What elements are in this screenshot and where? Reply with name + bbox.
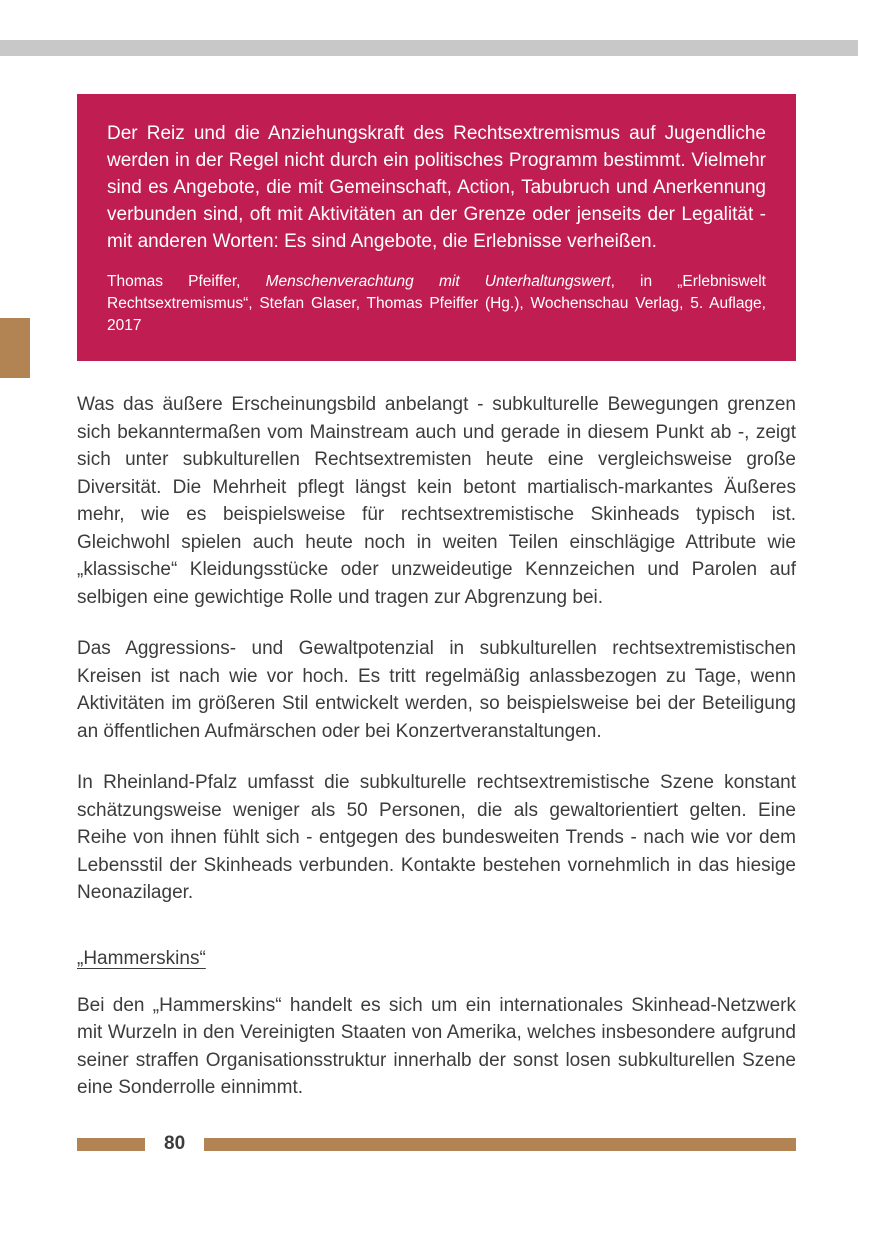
paragraph-hammerskins: Bei den „Hammerskins“ handelt es sich um ein internationales Skinhead-Netzwerk mit Wurzeln in den Vereinigten Staaten von Amerika, welches insbesondere aufgrund seiner straffen Organisationsstruktur innerhalb der sonst losen subkulturellen Szene eine Sonderrolle einnimmt. — [77, 994, 796, 1098]
quote-attribution-author: Thomas Pfeiffer, — [107, 273, 266, 290]
quote-attribution-work-title: Menschenverachtung mit Unterhaltungswert — [265, 273, 611, 290]
footer-bar-left — [77, 1138, 145, 1151]
page-number: 80 — [164, 1133, 186, 1154]
paragraph-aggression-potential: Das Aggressions- und Gewaltpotenzial in subkulturellen rechtsextremistischen Kreisen ist nach wie vor hoch. Es tritt regelmäßig anlassbezogen zu Tage, wenn Aktivitäten im größeren Stil entwickelt werden, so beispielsweise bei der Beteiligung an öffentlichen Aufmärschen oder bei Konzertveranstaltungen. — [77, 638, 796, 742]
quote-attribution — [107, 271, 766, 337]
quote-box — [77, 94, 796, 361]
top-divider-bar — [0, 40, 858, 56]
page-footer — [77, 1133, 796, 1155]
chapter-side-tab — [0, 318, 30, 378]
quote-text: Der Reiz und die Anziehungskraft des Rechtsextremismus auf Jugendliche werden in der Regel nicht durch ein politisches Programm bestimmt. Vielmehr sind es Angebote, die mit Gemeinschaft, Action, Tabubruch und Anerkennung verbunden sind, oft mit Aktivitäten an der Grenze oder jenseits der Legalität - mit anderen Worten: Es sind Angebote, die Erlebnisse verheißen. — [107, 123, 766, 252]
paragraph-appearance: Was das äußere Erscheinungsbild anbelangt - subkulturelle Bewegungen grenzen sich bekanntermaßen vom Mainstream auch und gerade in diesem Punkt ab -, zeigt sich unter subkulturellen Rechtsextremisten heute eine vergleichsweise große Diversität. Die Mehrheit pflegt längst kein betont martialisch-markantes Äußeres mehr, wie es beispielsweise für rechtsextremistische Skinheads typisch ist. Gleichwohl spielen auch heute noch in weiten Teilen einschlägige Attribute wie „klassische“ Kleidungsstücke oder unzweideutige Kennzeichen und Parolen auf selbigen eine gewichtige Rolle und tragen zur Abgrenzung bei. — [77, 394, 796, 608]
quote-attribution-suffix: , in „Erlebniswelt Rechtsextremismus“, Stefan Glaser, Thomas Pfeiffer (Hg.), Wochenschau Verlag, 5. Auflage, 2017 — [107, 273, 766, 334]
page-content — [77, 94, 796, 1126]
footer-bar-right — [204, 1138, 796, 1151]
heading-hammerskins: „Hammerskins“ — [77, 947, 206, 969]
paragraph-rheinland-pfalz: In Rheinland-Pfalz umfasst die subkulturelle rechtsextremistische Szene konstant schätzungsweise weniger als 50 Personen, die als gewaltorientiert gelten. Eine Reihe von ihnen fühlt sich - entgegen des bundesweiten Trends - nach wie vor dem Lebensstil der Skinheads verbunden. Kontakte bestehen vornehmlich in das hiesige Neonazilager. — [77, 772, 796, 903]
